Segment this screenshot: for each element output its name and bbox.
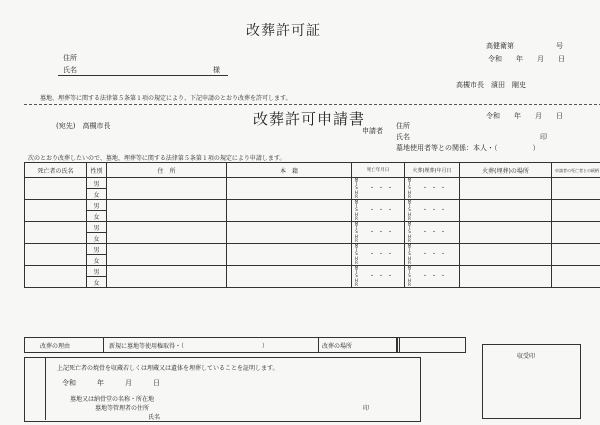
- table-row: [25, 200, 600, 211]
- applicant-address-label: 住所: [396, 122, 410, 130]
- date-dots: ・・・: [369, 207, 397, 215]
- burial-place-cell[interactable]: [460, 222, 552, 244]
- burial-date-cell[interactable]: [405, 222, 460, 244]
- era-marks: M T S H R: [407, 265, 412, 287]
- reason-place-label: 改葬の場所: [322, 343, 353, 350]
- date-dots: ・・・: [422, 207, 450, 215]
- burial-date-cell[interactable]: [405, 200, 460, 222]
- stamp-label: 収受印: [517, 353, 536, 360]
- gender-female: 女: [87, 211, 107, 222]
- era-marks: M T S H R: [354, 265, 359, 287]
- header-relation: 申請者の死亡者との続柄: [552, 163, 600, 178]
- date-dots: ・・・: [422, 229, 450, 237]
- application-date: 令和 年 月 日: [486, 112, 563, 120]
- certification-seal: 印: [363, 405, 370, 412]
- permit-doc-no-label: 高健衛第: [486, 42, 514, 50]
- permit-honorific: 様: [213, 66, 220, 74]
- domicile-cell[interactable]: [227, 200, 352, 222]
- era-marks: M T S H R: [354, 243, 359, 265]
- table-row: [25, 178, 600, 189]
- era-marks: M T S H R: [407, 243, 412, 265]
- permit-address-label: 住所: [63, 54, 77, 62]
- certification-line2: 墓地等管理者の住所: [95, 405, 150, 412]
- reason-place-field[interactable]: [396, 337, 466, 353]
- header-name: 死亡者の氏名: [25, 163, 87, 178]
- cut-line: [24, 104, 600, 105]
- date-dots: ・・・: [422, 251, 450, 259]
- burial-date-cell[interactable]: [405, 244, 460, 266]
- relation-cell[interactable]: [552, 222, 600, 244]
- application-addressee: (宛先) 高槻市長: [56, 122, 111, 130]
- gender-female: 女: [87, 189, 107, 200]
- burial-place-cell[interactable]: [460, 244, 552, 266]
- domicile-cell[interactable]: [227, 244, 352, 266]
- address-cell[interactable]: [107, 244, 227, 266]
- deceased-name-cell[interactable]: [25, 178, 87, 200]
- application-intro: 次のとおり改葬したいので、墓地、埋葬等に関する法律第５条第１項の規定により申請します。: [28, 155, 286, 162]
- table-row: [25, 266, 600, 277]
- deceased-name-cell[interactable]: [25, 244, 87, 266]
- date-dots: ・・・: [369, 251, 397, 259]
- relation-cell[interactable]: [552, 178, 600, 200]
- permit-date: 令和 年 月 日: [488, 55, 565, 63]
- receipt-stamp-box: [482, 344, 581, 419]
- death-date-cell[interactable]: [352, 222, 405, 244]
- death-date-cell[interactable]: [352, 266, 405, 288]
- era-marks: M T S H R: [407, 221, 412, 243]
- era-marks: M T S H R: [354, 199, 359, 221]
- certification-line3: 氏名: [148, 414, 161, 421]
- relation-cell[interactable]: [552, 200, 600, 222]
- era-marks: M T S H R: [354, 221, 359, 243]
- header-burial-place: 火葬(埋葬)の場所: [460, 163, 552, 178]
- applicant-label: 申請者: [362, 127, 383, 135]
- gender-male: 男: [87, 222, 107, 233]
- burial-date-cell[interactable]: [405, 178, 460, 200]
- deceased-name-cell[interactable]: [25, 266, 87, 288]
- permit-doc-no-suffix: 号: [556, 42, 563, 50]
- applicant-relation: 墓地使用者等との関係：本人・（ ）: [396, 144, 540, 152]
- permit-name-label: 氏名: [63, 66, 77, 74]
- certification-date: 令和 年 月 日: [62, 379, 160, 387]
- header-address: 住 所: [107, 163, 227, 178]
- address-cell[interactable]: [107, 222, 227, 244]
- deceased-name-cell[interactable]: [25, 222, 87, 244]
- date-dots: ・・・: [369, 229, 397, 237]
- address-cell[interactable]: [107, 178, 227, 200]
- header-gender: 性別: [87, 163, 107, 178]
- era-marks: M T S H R: [407, 199, 412, 221]
- gender-female: 女: [87, 255, 107, 266]
- date-dots: ・・・: [369, 185, 397, 193]
- burial-place-cell[interactable]: [460, 178, 552, 200]
- gender-female: 女: [87, 233, 107, 244]
- domicile-cell[interactable]: [227, 266, 352, 288]
- date-dots: ・・・: [422, 185, 450, 193]
- certification-line1: 墓地又は納骨堂の名称・所在地: [70, 396, 155, 403]
- death-date-cell[interactable]: [352, 200, 405, 222]
- table-row: [25, 222, 600, 233]
- address-cell[interactable]: [107, 266, 227, 288]
- era-marks: M T S H R: [354, 177, 359, 199]
- permit-title: 改葬許可証: [246, 23, 321, 39]
- table-row: [25, 244, 600, 255]
- gender-female: 女: [87, 277, 107, 288]
- burial-place-cell[interactable]: [460, 266, 552, 288]
- burial-date-cell[interactable]: [405, 266, 460, 288]
- reason-value: 新規に墓地等使用権取得・（ ）: [109, 343, 269, 350]
- applicant-seal: 印: [540, 133, 547, 141]
- reason-label: 改葬の理由: [40, 343, 71, 350]
- relation-cell[interactable]: [552, 266, 600, 288]
- address-cell[interactable]: [107, 200, 227, 222]
- death-date-cell[interactable]: [352, 244, 405, 266]
- header-death-date: 死亡年月日: [352, 163, 405, 178]
- gender-male: 男: [87, 244, 107, 255]
- permit-body: 墓地、埋葬等に関する法律第５条第１項の規定により、下記申請のとおり改葬を許可します。: [40, 95, 292, 102]
- gender-male: 男: [87, 266, 107, 277]
- relation-cell[interactable]: [552, 244, 600, 266]
- header-burial-date: 火葬(埋葬)年月日: [405, 163, 460, 178]
- certification-text: 上記死亡者の焼骨を収蔵若しくは埋蔵又は遺体を埋葬していることを証明します。: [57, 365, 279, 372]
- applicant-name-label: 氏名: [396, 133, 410, 141]
- application-title: 改葬許可申請書: [253, 110, 366, 128]
- era-marks: M T S H R: [407, 177, 412, 199]
- gender-male: 男: [87, 178, 107, 189]
- date-dots: ・・・: [422, 273, 450, 281]
- date-dots: ・・・: [369, 273, 397, 281]
- burial-place-cell[interactable]: [460, 200, 552, 222]
- deceased-name-cell[interactable]: [25, 200, 87, 222]
- gender-male: 男: [87, 200, 107, 211]
- domicile-cell[interactable]: [227, 222, 352, 244]
- domicile-cell[interactable]: [227, 178, 352, 200]
- permit-issuer: 高槻市長 濱田 剛史: [456, 81, 526, 89]
- deceased-table: [24, 162, 600, 288]
- death-date-cell[interactable]: [352, 178, 405, 200]
- header-domicile: 本 籍: [227, 163, 352, 178]
